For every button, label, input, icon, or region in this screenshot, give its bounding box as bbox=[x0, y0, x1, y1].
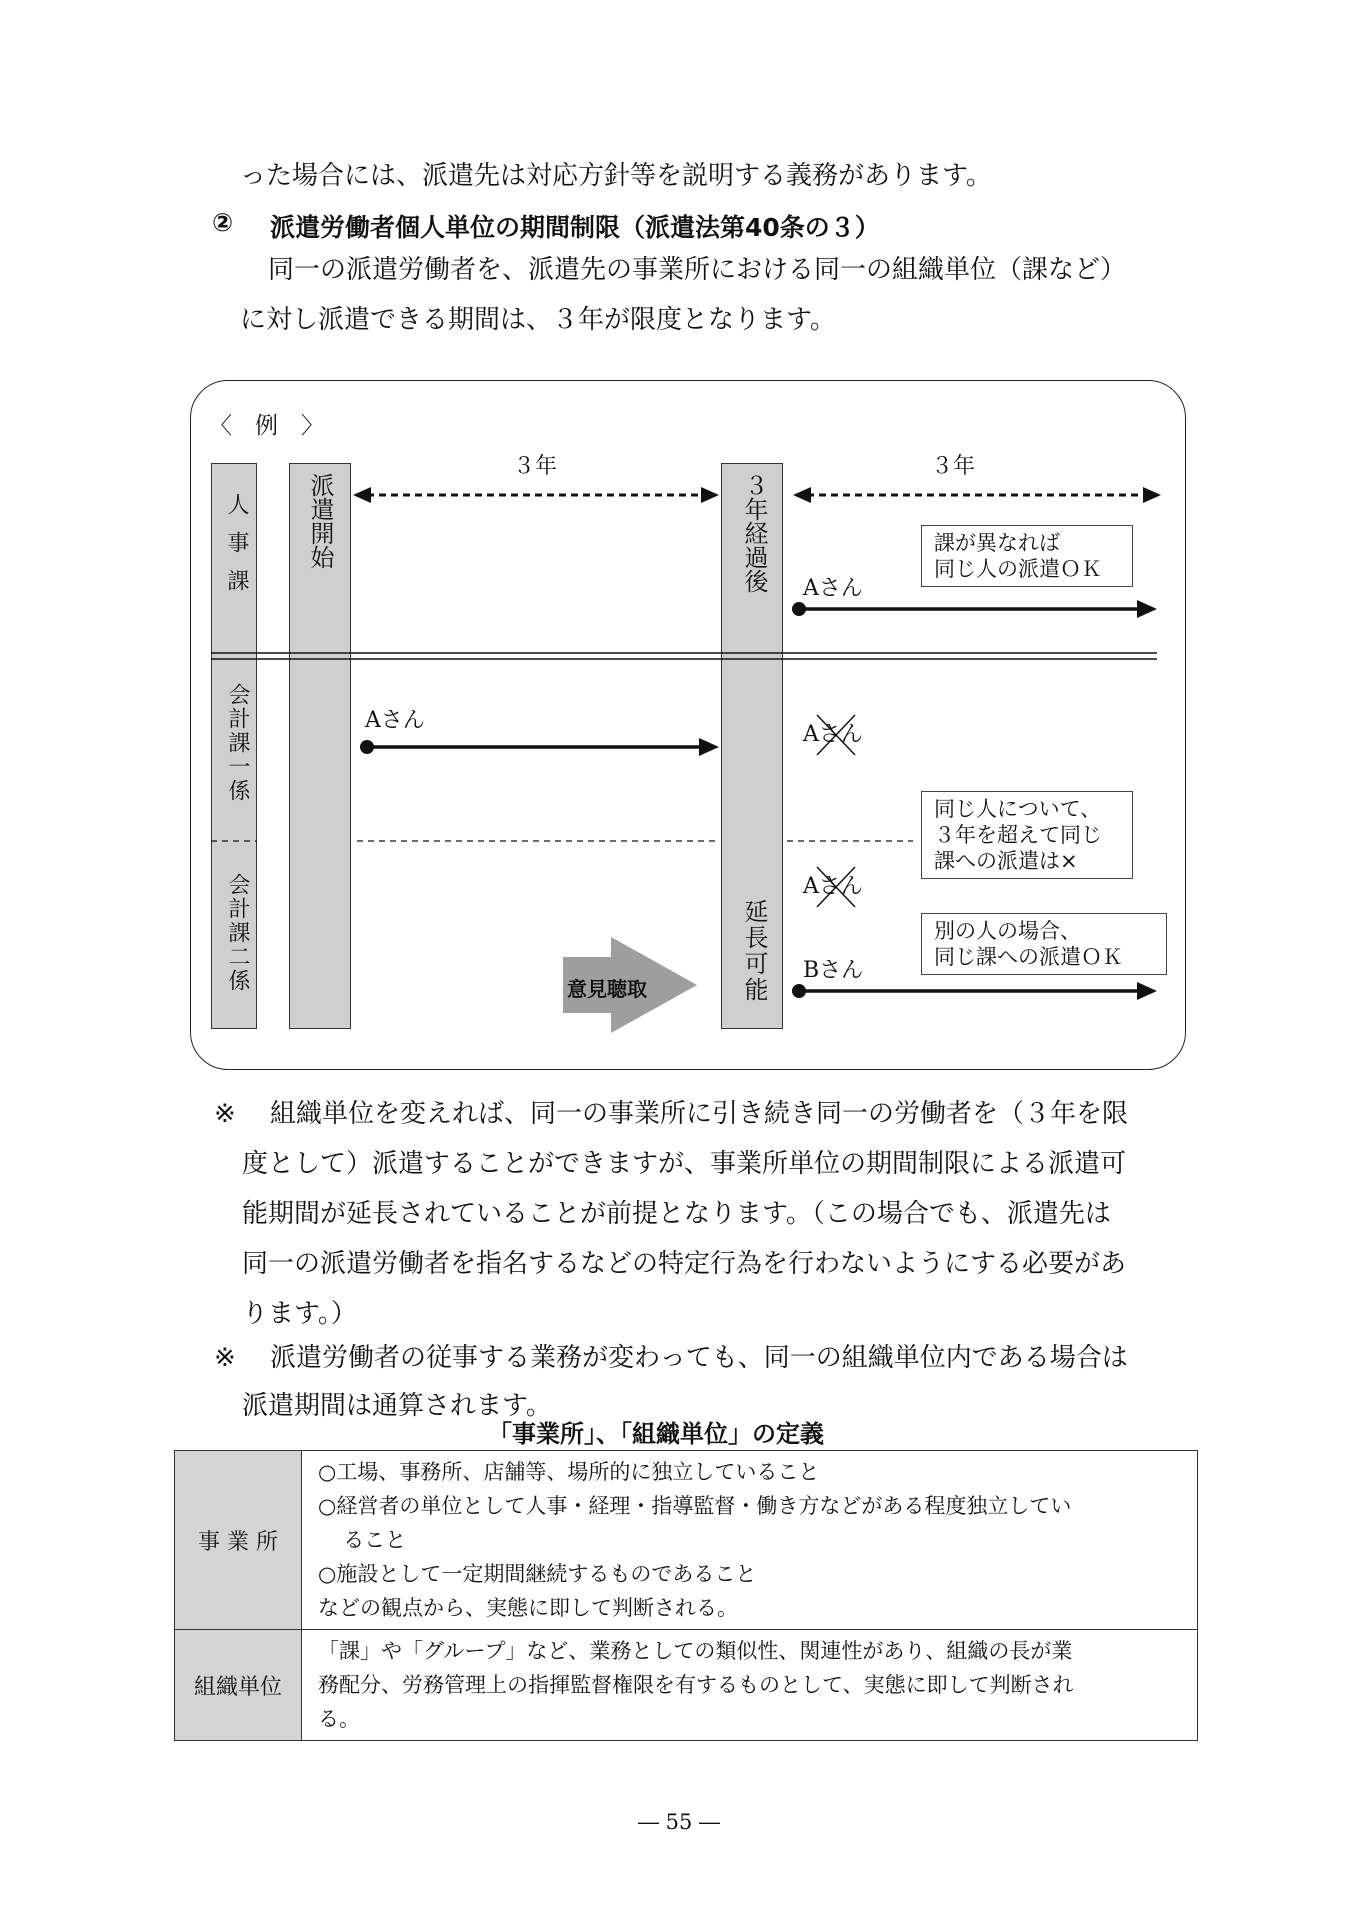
note-line: 派遣期間は通算されます。 bbox=[242, 1391, 552, 1421]
person-label: Bさん bbox=[803, 958, 864, 983]
row-body bbox=[302, 1630, 1198, 1741]
note-line: 組織単位を変えれば、同一の事業所に引き続き同一の労働者を（３年を限 bbox=[270, 1099, 1129, 1129]
example-diagram bbox=[190, 380, 1186, 1070]
row-header: 事 業 所 bbox=[175, 1451, 302, 1630]
dept-acc1-label: 会計課一係 bbox=[225, 683, 250, 803]
note-line: 課への派遣は× bbox=[934, 849, 1078, 873]
arrow-head-left bbox=[793, 487, 811, 503]
note-line: ります。） bbox=[242, 1299, 357, 1329]
note-box bbox=[921, 791, 1133, 879]
arrow-head bbox=[1137, 982, 1157, 1000]
person-label-crossed: Aさん bbox=[803, 722, 863, 747]
definition-line: などの観点から、実態に即して判断される。 bbox=[318, 1596, 738, 1620]
paragraph-line: 同一の派遣労働者を、派遣先の事業所における同一の組織単位（課など） bbox=[268, 255, 1127, 285]
paragraph-line: に対し派遣できる期間は、３年が限度となります。 bbox=[240, 305, 836, 335]
definition-line: 「課」や「グループ」など、業務としての類似性、関連性があり、組織の長が業 bbox=[318, 1639, 1073, 1663]
definition-line: ること bbox=[343, 1528, 407, 1552]
row-header: 組織単位 bbox=[175, 1630, 302, 1741]
section-number: ② bbox=[212, 208, 234, 237]
note-line: 派遣労働者の従事する業務が変わっても、同一の組織単位内である場合は bbox=[270, 1343, 1128, 1373]
person-label-crossed: Aさん bbox=[803, 874, 863, 899]
definition-table bbox=[174, 1450, 1198, 1741]
after-3-years-label: ３年経過後 bbox=[740, 473, 768, 593]
section-heading: 派遣労働者個人単位の期間制限（派遣法第40条の３） bbox=[270, 213, 880, 242]
dept-acc2-label: 会計課二係 bbox=[225, 873, 250, 993]
note-line: 別の人の場合、 bbox=[934, 919, 1081, 943]
period-label: ３年 bbox=[513, 454, 558, 479]
arrow-head bbox=[699, 738, 719, 756]
intro-line: った場合には、派遣先は対応方針等を説明する義務があります。 bbox=[240, 161, 992, 191]
note-mark: ※ bbox=[214, 1099, 236, 1129]
note-line: 度として）派遣することができますが、事業所単位の期間制限による派遣可 bbox=[242, 1149, 1127, 1179]
page-number: ― 55 ― bbox=[637, 1810, 721, 1834]
opinion-hearing-label: 意見聴取 bbox=[567, 977, 647, 1001]
note-line: 同一の派遣労働者を指名するなどの特定行為を行わないようにする必要があ bbox=[242, 1249, 1127, 1279]
definition-line: ○工場、事務所、店舗等、場所的に独立していること bbox=[318, 1460, 820, 1484]
extension-possible-label: 延長可能 bbox=[740, 899, 768, 1003]
row-body bbox=[302, 1451, 1198, 1630]
note-box bbox=[921, 913, 1167, 975]
note-line: 課が異なれば bbox=[934, 531, 1060, 555]
period-label: ３年 bbox=[931, 454, 976, 479]
table-title: 「事業所」、「組織単位」の定義 bbox=[488, 1420, 824, 1448]
note-box bbox=[921, 525, 1133, 587]
definition-line: ○施設として一定期間継続するものであること bbox=[318, 1562, 757, 1586]
definition-line: る。 bbox=[318, 1707, 360, 1731]
note-line: 同じ人について、 bbox=[934, 797, 1102, 821]
arrow-head-right bbox=[1143, 487, 1161, 503]
note-mark: ※ bbox=[214, 1343, 236, 1373]
note-line: 能期間が延長されていることが前提となります。（この場合でも、派遣先は bbox=[242, 1199, 1111, 1229]
start-label: 派遣開始 bbox=[306, 473, 334, 569]
note-line: ３年を超えて同じ bbox=[934, 823, 1102, 847]
note-line: 同じ課への派遣ＯＫ bbox=[934, 945, 1123, 969]
arrow-head-right bbox=[701, 487, 719, 503]
arrow-head bbox=[1137, 600, 1157, 618]
person-label: Aさん bbox=[803, 576, 863, 601]
arrow-head-left bbox=[353, 487, 371, 503]
table-row bbox=[175, 1451, 1198, 1630]
example-label: 〈 例 〉 bbox=[209, 413, 324, 439]
definition-line: ○経営者の単位として人事・経理・指導監督・働き方などがある程度独立してい bbox=[318, 1494, 1072, 1518]
definition-line: 務配分、労務管理上の指揮監督権限を有するものとして、実態に即して判断され bbox=[318, 1673, 1074, 1697]
dept-hr-label: 人事課 bbox=[224, 493, 249, 607]
person-label: Aさん bbox=[365, 708, 425, 733]
table-row bbox=[175, 1630, 1198, 1741]
note-line: 同じ人の派遣ＯＫ bbox=[934, 557, 1102, 581]
